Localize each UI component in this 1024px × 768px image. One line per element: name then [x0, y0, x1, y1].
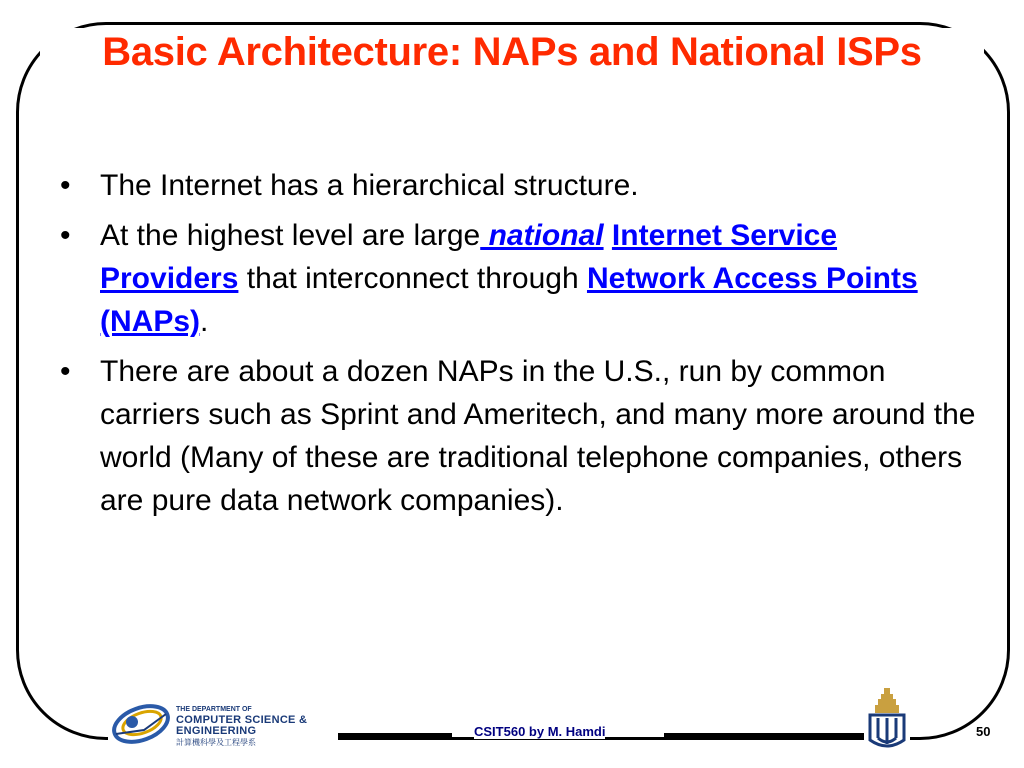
bullet-item [56, 164, 976, 207]
isp-link[interactable]: Internet Service Providers [100, 219, 838, 295]
bullet-text: . [200, 305, 209, 338]
hkust-emblem-icon [864, 688, 910, 754]
bullet-text [604, 219, 612, 252]
bullet-item [56, 214, 976, 343]
hkust-logo [864, 688, 910, 754]
bullet-marker: • [60, 219, 71, 252]
bullet-text: that interconnect through [238, 262, 587, 295]
bullet-marker: • [60, 169, 71, 202]
dept-line: 計算機科學及工程學系 [176, 738, 256, 747]
dept-line: THE DEPARTMENT OF [176, 706, 252, 713]
dept-line: ENGINEERING [176, 725, 257, 737]
nap-link[interactable]: Network Access Points (NAPs) [100, 262, 918, 338]
bullet-text: There are about a dozen NAPs in the U.S., run by common carriers such as Sprint and Ameritech, and many more around the world (Many of these are traditional telephone companies, others are pure data network companies). [100, 355, 976, 517]
footer-divider [664, 733, 864, 737]
bullet-text: At the highest level are large [100, 219, 481, 252]
bullet-marker: • [60, 355, 71, 388]
cse-department-logo [108, 700, 338, 750]
bullet-text: The Internet has a hierarchical structure. [100, 169, 639, 202]
bullet-list [56, 164, 976, 529]
dept-line: COMPUTER SCIENCE & [176, 714, 308, 726]
slide-title: Basic Architecture: NAPs and National ISPs [40, 28, 984, 76]
footer-divider [334, 733, 452, 737]
department-name [176, 704, 307, 748]
page-number: 50 [976, 724, 991, 739]
bullet-item [56, 350, 976, 522]
national-emphasis: national [480, 219, 604, 252]
cse-swirl-icon [108, 700, 174, 746]
course-label: CSIT560 by M. Hamdi [474, 724, 606, 739]
